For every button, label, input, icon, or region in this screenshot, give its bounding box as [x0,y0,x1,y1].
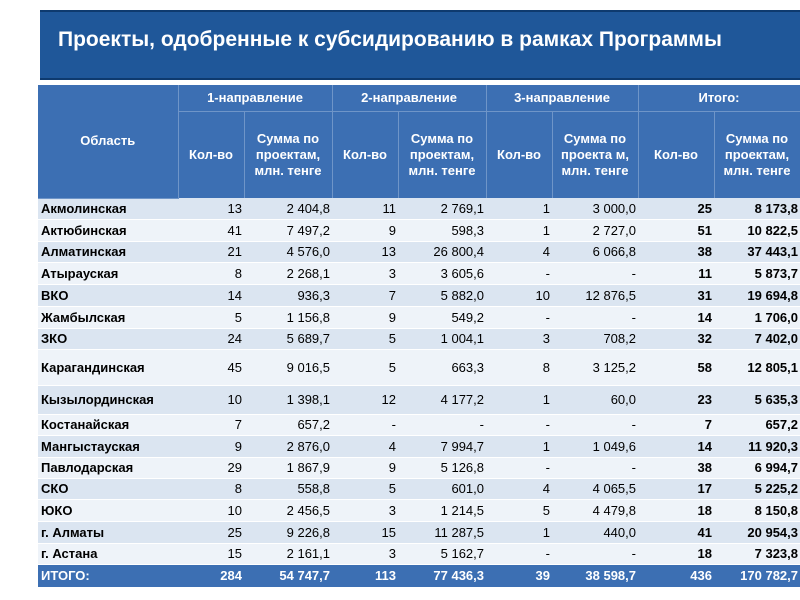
cell-sum-3: - [552,543,638,564]
cell-sum-2: 5 162,7 [398,543,486,564]
cell-count-3: 1 [486,385,552,414]
cell-count-3: 1 [486,435,552,457]
row-label: СКО [38,478,178,499]
cell-count-total: 18 [638,499,714,521]
cell-sum-3: 440,0 [552,521,638,543]
cell-count-3: 4 [486,478,552,499]
group-header-direction-3: 3-направление [486,85,638,112]
cell-count-3: 1 [486,219,552,241]
cell-sum-1: 1 398,1 [244,385,332,414]
column-header-area: Область [38,85,178,198]
cell-sum-3: 2 727,0 [552,219,638,241]
cell-sum-2: 4 177,2 [398,385,486,414]
table-row [38,306,800,328]
cell-sum-1: 1 867,9 [244,457,332,478]
cell-sum-1: 1 156,8 [244,306,332,328]
row-label: ЮКО [38,499,178,521]
table-row [38,349,800,385]
cell-count-total: 7 [638,414,714,435]
cell-count-3: 4 [486,241,552,262]
cell-sum-2: 7 994,7 [398,435,486,457]
cell-sum-3: 4 065,5 [552,478,638,499]
cell-count-1: 8 [178,262,244,284]
row-label: Павлодарская [38,457,178,478]
cell-sum-3: 60,0 [552,385,638,414]
cell-sum-total: 8 173,8 [714,198,800,219]
row-label: Актюбинская [38,219,178,241]
cell-sum-3: 6 066,8 [552,241,638,262]
cell-sum-total: 11 920,3 [714,435,800,457]
cell-sum-2: 663,3 [398,349,486,385]
cell-count-2: 3 [332,499,398,521]
cell-sum-2: 601,0 [398,478,486,499]
table-row [38,499,800,521]
table-row [38,219,800,241]
cell-sum-2: 2 769,1 [398,198,486,219]
total-row [38,564,800,587]
table-footer [38,564,800,587]
row-label: г. Алматы [38,521,178,543]
cell-count-2: 12 [332,385,398,414]
cell-sum-3: 4 479,8 [552,499,638,521]
table-row [38,385,800,414]
cell-sum-3: - [552,262,638,284]
cell-count-1: 9 [178,435,244,457]
cell-count-1: 21 [178,241,244,262]
cell-sum-3: 708,2 [552,328,638,349]
page-title: Проекты, одобренные к субсидированию в рамках Программы [58,28,722,51]
cell-sum-total: 1 706,0 [714,306,800,328]
cell-count-3: 10 [486,284,552,306]
table-row [38,435,800,457]
cell-sum-3: - [552,414,638,435]
cell-sum-1: 54 747,7 [244,564,332,587]
cell-count-3: 1 [486,521,552,543]
cell-count-total: 25 [638,198,714,219]
column-header-sum: Сумма по проектам, млн. тенге [244,112,332,199]
cell-sum-2: 26 800,4 [398,241,486,262]
cell-sum-total: 20 954,3 [714,521,800,543]
cell-count-3: 8 [486,349,552,385]
cell-sum-total: 19 694,8 [714,284,800,306]
cell-count-total: 41 [638,521,714,543]
cell-count-2: - [332,414,398,435]
cell-sum-1: 9 016,5 [244,349,332,385]
cell-count-1: 25 [178,521,244,543]
cell-sum-1: 9 226,8 [244,521,332,543]
cell-sum-3: - [552,457,638,478]
cell-sum-total: 657,2 [714,414,800,435]
cell-sum-3: 38 598,7 [552,564,638,587]
table-row [38,284,800,306]
cell-sum-2: 11 287,5 [398,521,486,543]
cell-count-2: 5 [332,478,398,499]
projects-table [38,85,800,587]
row-label: ЗКО [38,328,178,349]
cell-count-total: 38 [638,457,714,478]
cell-count-total: 38 [638,241,714,262]
cell-count-total: 23 [638,385,714,414]
cell-count-1: 5 [178,306,244,328]
cell-count-1: 10 [178,499,244,521]
row-label: Кызылординская [38,385,178,414]
group-header-direction-1: 1-направление [178,85,332,112]
cell-count-3: - [486,306,552,328]
cell-sum-2: 1 214,5 [398,499,486,521]
cell-sum-total: 7 323,8 [714,543,800,564]
cell-count-2: 9 [332,457,398,478]
row-label: Мангыстауская [38,435,178,457]
table-row [38,521,800,543]
cell-sum-1: 2 404,8 [244,198,332,219]
cell-sum-total: 8 150,8 [714,499,800,521]
table-row [38,543,800,564]
cell-count-total: 51 [638,219,714,241]
table-row [38,262,800,284]
row-label: Акмолинская [38,198,178,219]
cell-sum-total: 5 635,3 [714,385,800,414]
cell-count-2: 7 [332,284,398,306]
cell-count-1: 7 [178,414,244,435]
table-row [38,478,800,499]
cell-count-2: 5 [332,349,398,385]
row-label: ВКО [38,284,178,306]
cell-sum-1: 2 876,0 [244,435,332,457]
cell-count-1: 14 [178,284,244,306]
total-label: ИТОГО: [38,564,178,587]
table-row [38,457,800,478]
row-label: Алматинская [38,241,178,262]
cell-count-2: 5 [332,328,398,349]
row-label: Атырауская [38,262,178,284]
column-header-count: Кол-во [332,112,398,199]
cell-count-3: - [486,262,552,284]
cell-count-1: 8 [178,478,244,499]
cell-sum-1: 4 576,0 [244,241,332,262]
cell-sum-3: 3 000,0 [552,198,638,219]
cell-sum-3: - [552,306,638,328]
table-row [38,198,800,219]
cell-count-3: 3 [486,328,552,349]
cell-sum-total: 6 994,7 [714,457,800,478]
cell-count-3: - [486,457,552,478]
cell-count-1: 284 [178,564,244,587]
cell-sum-total: 10 822,5 [714,219,800,241]
cell-count-total: 58 [638,349,714,385]
cell-count-total: 14 [638,435,714,457]
cell-sum-2: 5 126,8 [398,457,486,478]
row-label: Костанайская [38,414,178,435]
cell-sum-1: 2 456,5 [244,499,332,521]
cell-count-total: 11 [638,262,714,284]
cell-count-3: 5 [486,499,552,521]
cell-sum-total: 170 782,7 [714,564,800,587]
cell-count-total: 31 [638,284,714,306]
table-body [38,198,800,564]
cell-sum-total: 12 805,1 [714,349,800,385]
column-header-sum: Сумма по проектам, млн. тенге [398,112,486,199]
cell-count-1: 29 [178,457,244,478]
cell-count-3: - [486,414,552,435]
cell-count-2: 9 [332,219,398,241]
cell-count-total: 18 [638,543,714,564]
cell-sum-1: 936,3 [244,284,332,306]
group-header-total: Итого: [638,85,800,112]
cell-count-total: 17 [638,478,714,499]
cell-sum-3: 3 125,2 [552,349,638,385]
column-header-sum: Сумма по проектам, млн. тенге [714,112,800,199]
table-row [38,241,800,262]
cell-count-2: 9 [332,306,398,328]
cell-sum-3: 1 049,6 [552,435,638,457]
column-header-count: Кол-во [486,112,552,199]
cell-sum-1: 2 161,1 [244,543,332,564]
row-label: Жамбылская [38,306,178,328]
cell-sum-total: 37 443,1 [714,241,800,262]
column-header-count: Кол-во [638,112,714,199]
cell-sum-1: 5 689,7 [244,328,332,349]
cell-sum-1: 7 497,2 [244,219,332,241]
cell-count-total: 32 [638,328,714,349]
cell-count-total: 436 [638,564,714,587]
cell-count-3: 39 [486,564,552,587]
row-label: Карагандинская [38,349,178,385]
cell-sum-total: 5 873,7 [714,262,800,284]
cell-count-1: 10 [178,385,244,414]
title-banner [40,10,800,80]
cell-sum-2: 1 004,1 [398,328,486,349]
cell-count-2: 113 [332,564,398,587]
cell-count-total: 14 [638,306,714,328]
cell-sum-2: - [398,414,486,435]
cell-count-3: 1 [486,198,552,219]
table-row [38,328,800,349]
cell-count-2: 3 [332,543,398,564]
cell-count-2: 4 [332,435,398,457]
table-row [38,414,800,435]
cell-sum-3: 12 876,5 [552,284,638,306]
table-header [38,85,800,198]
cell-count-1: 13 [178,198,244,219]
cell-count-3: - [486,543,552,564]
cell-count-1: 15 [178,543,244,564]
cell-sum-total: 7 402,0 [714,328,800,349]
cell-count-1: 45 [178,349,244,385]
cell-sum-1: 2 268,1 [244,262,332,284]
cell-sum-2: 77 436,3 [398,564,486,587]
cell-count-1: 24 [178,328,244,349]
column-header-sum: Сумма по проекта м, млн. тенге [552,112,638,199]
cell-count-1: 41 [178,219,244,241]
cell-count-2: 15 [332,521,398,543]
cell-count-2: 3 [332,262,398,284]
cell-sum-2: 598,3 [398,219,486,241]
cell-sum-2: 549,2 [398,306,486,328]
row-label: г. Астана [38,543,178,564]
cell-count-2: 11 [332,198,398,219]
cell-sum-total: 5 225,2 [714,478,800,499]
column-header-count: Кол-во [178,112,244,199]
cell-sum-2: 5 882,0 [398,284,486,306]
cell-sum-1: 558,8 [244,478,332,499]
cell-count-2: 13 [332,241,398,262]
group-header-direction-2: 2-направление [332,85,486,112]
cell-sum-1: 657,2 [244,414,332,435]
cell-sum-2: 3 605,6 [398,262,486,284]
